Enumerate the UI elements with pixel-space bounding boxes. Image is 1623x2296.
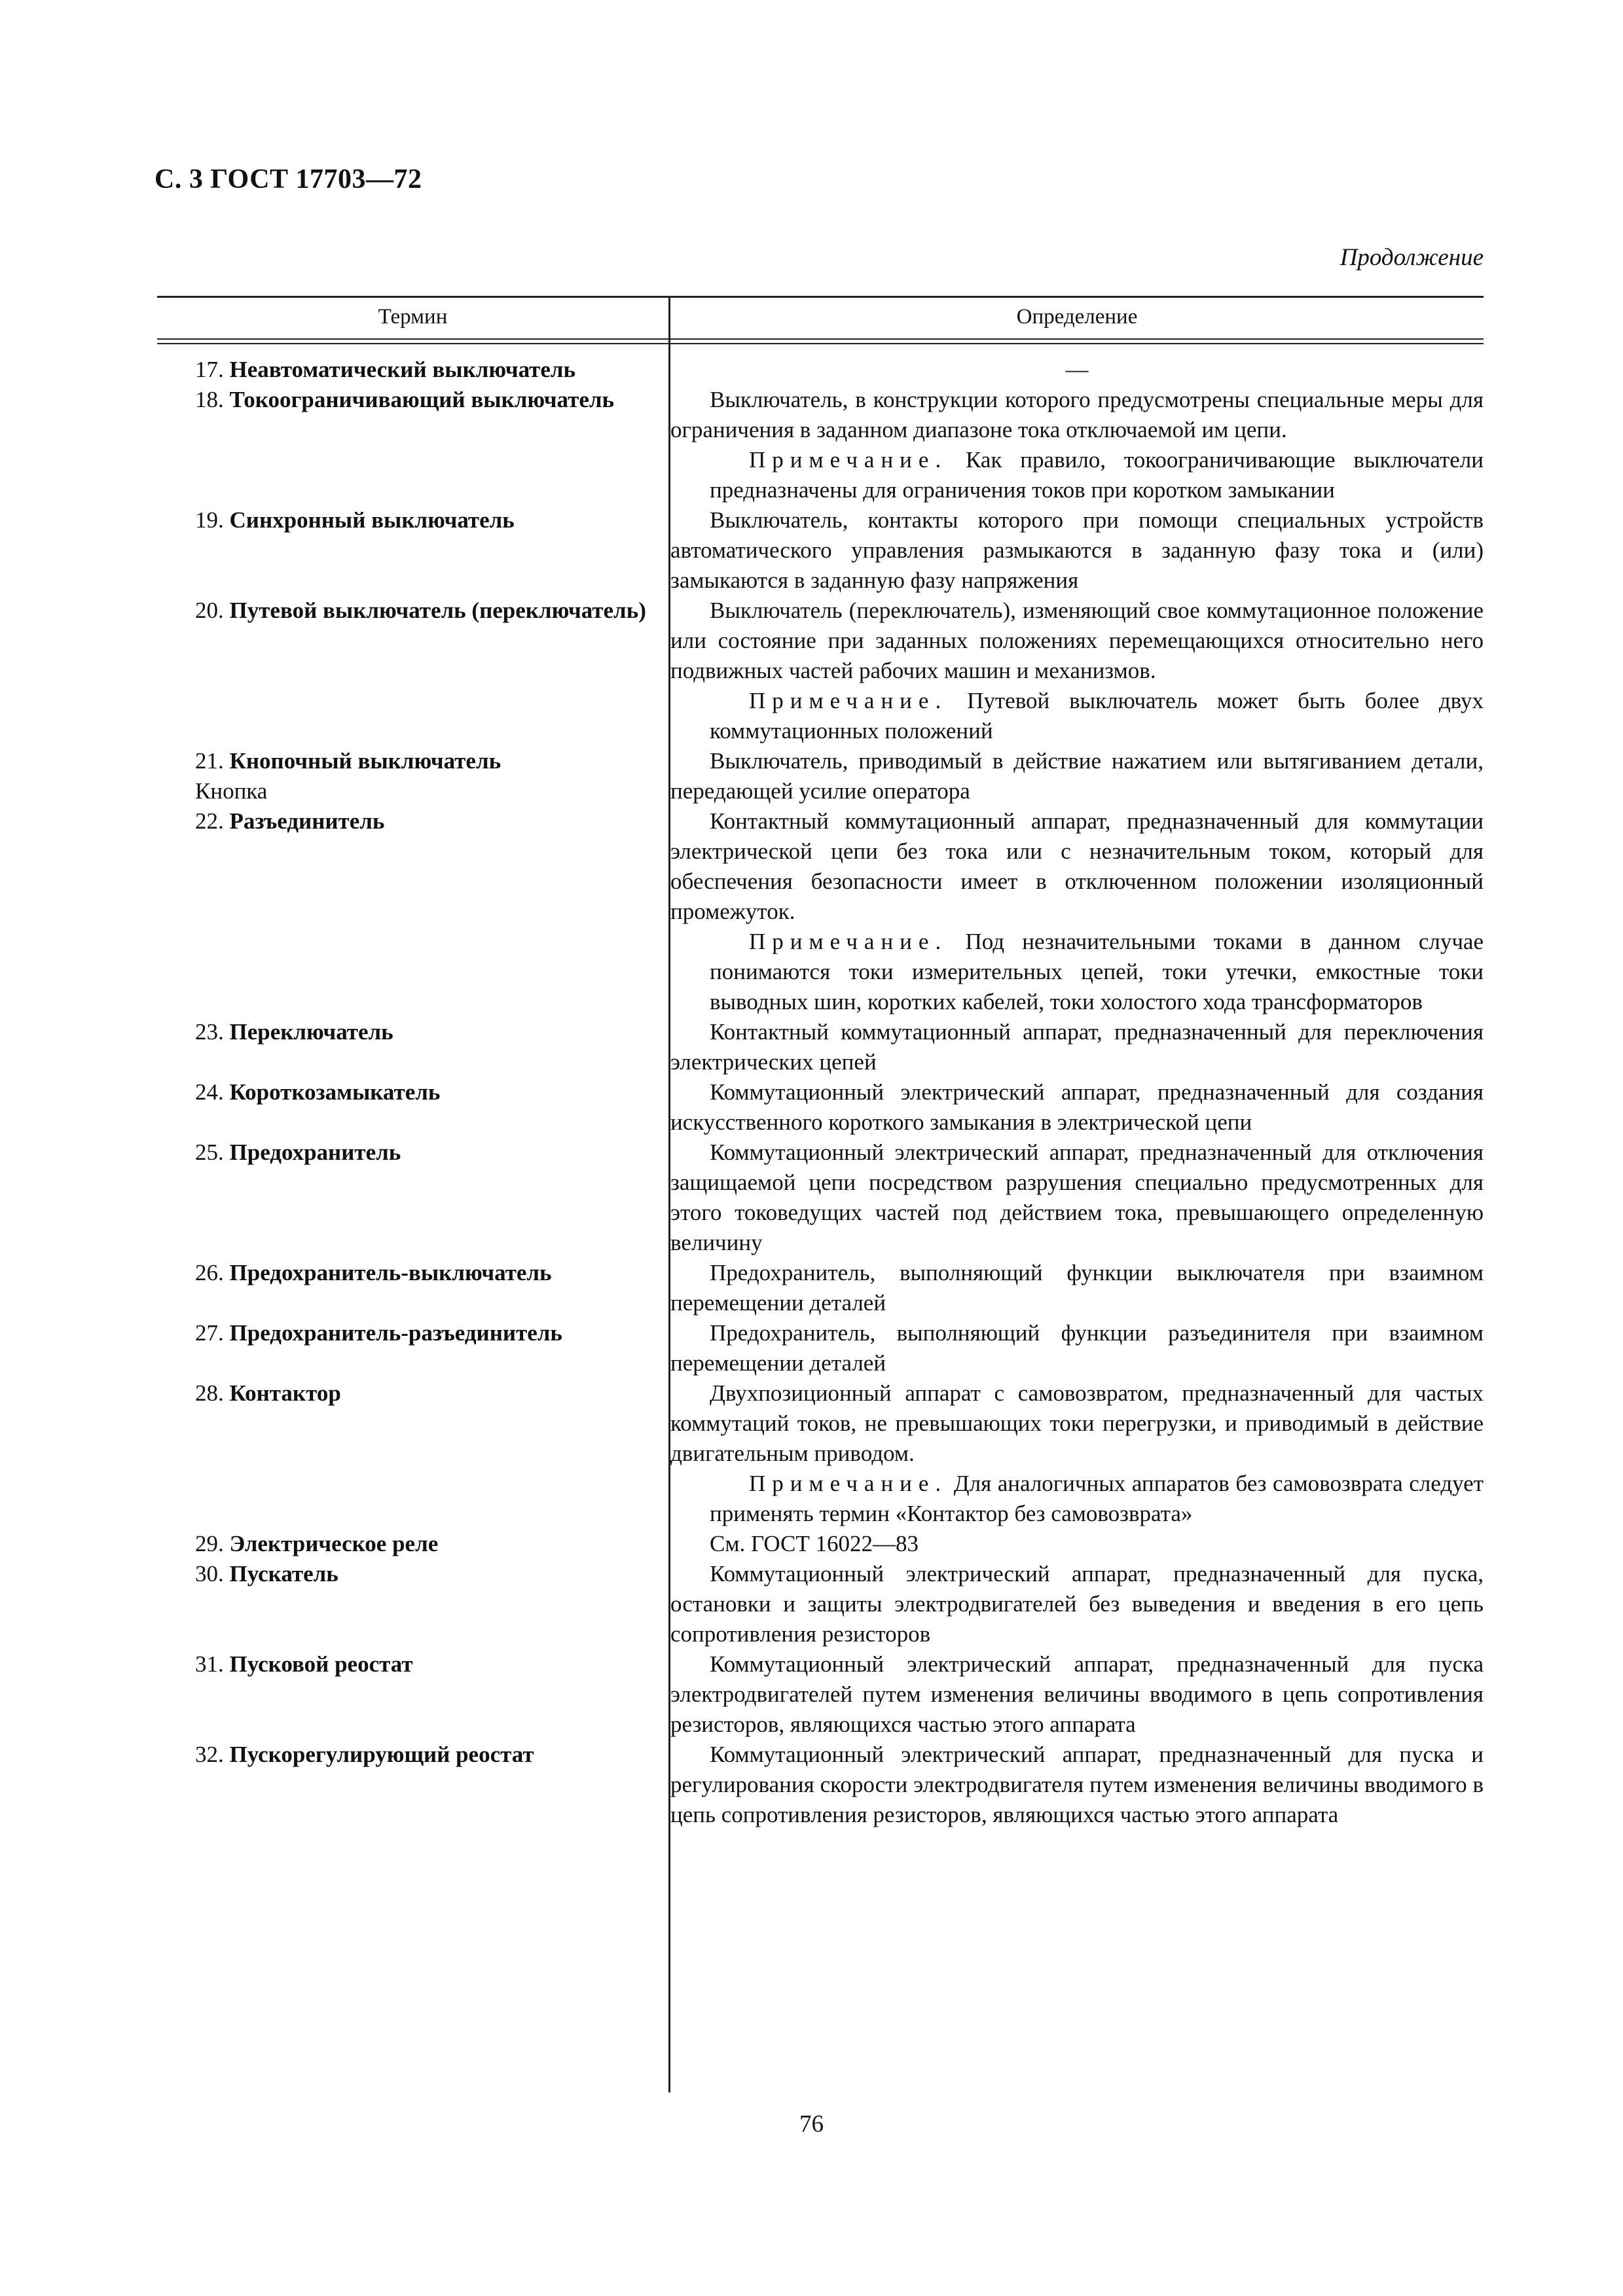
- definition-text: Выключатель (переключатель), изменяющий свое коммутационное положение или состояние при заданных положениях перемещающихся относительно него подвижных частей рабочих машин и механизмов.: [670, 598, 1484, 683]
- term-cell: [157, 355, 662, 385]
- table-row: [157, 1258, 1484, 1318]
- term-name: Переключатель: [229, 1019, 393, 1045]
- term-cell: [157, 1559, 662, 1649]
- definition-cell: [670, 1559, 1484, 1649]
- term-number: 23.: [195, 1019, 224, 1045]
- definition-cell: [670, 596, 1484, 746]
- header-rule-double: [157, 343, 1484, 344]
- term-number: 24.: [195, 1079, 224, 1105]
- page-number: 76: [799, 2111, 824, 2138]
- term-name: Разъединитель: [229, 808, 385, 834]
- definition-text: См. ГОСТ 16022—83: [710, 1531, 919, 1556]
- definition-cell: [670, 746, 1484, 806]
- term-cell: [157, 1378, 662, 1529]
- term-cell: [157, 1318, 662, 1378]
- note-label: Примечание.: [749, 688, 948, 713]
- table-row: [157, 806, 1484, 1017]
- table-row: [157, 596, 1484, 746]
- definition-cell: [670, 1529, 1484, 1559]
- table-body: [157, 355, 1484, 1830]
- column-header-term: Термин: [378, 305, 448, 329]
- term-name: Синхронный выключатель: [229, 507, 515, 533]
- table-top-rule: [157, 296, 1484, 298]
- term-number: 28.: [195, 1380, 224, 1406]
- term-name: Пускорегулирующий реостат: [229, 1742, 534, 1767]
- definition-text: Выключатель, контакты которого при помощи специальных устройств автоматического управления размыкаются в заданную фазу тока и (или) замыкаются в заданную фазу напряжения: [670, 507, 1484, 593]
- definition-cell: [670, 1378, 1484, 1529]
- definition-text: Предохранитель, выполняющий функции разъединителя при взаимном перемещении деталей: [670, 1320, 1484, 1376]
- term-number: 29.: [195, 1531, 224, 1556]
- table-row: [157, 1318, 1484, 1378]
- definition-note: [670, 927, 1484, 1017]
- definition-cell: [670, 1077, 1484, 1138]
- note-label: Примечание.: [749, 1471, 948, 1496]
- term-number: 31.: [195, 1651, 224, 1677]
- table-row: [157, 505, 1484, 596]
- term-cell: [157, 806, 662, 1017]
- definition-text: Выключатель, приводимый в действие нажатием или вытягиванием детали, передающей усилие оператора: [670, 748, 1484, 804]
- note-text: Под незначительными токами в данном случае понимаются токи измерительных цепей, токи утечки, емкостные токи выводных шин, коротких кабелей, токи холостого хода трансформаторов: [710, 929, 1484, 1014]
- term-cell: [157, 1649, 662, 1740]
- column-header-definition: Определение: [1016, 305, 1138, 329]
- term-cell: [157, 1077, 662, 1138]
- term-synonym: Кнопка: [195, 778, 268, 804]
- term-number: 26.: [195, 1260, 224, 1285]
- term-name: Путевой выключатель (переключатель): [229, 598, 646, 623]
- definition-text: Предохранитель, выполняющий функции выключателя при взаимном перемещении деталей: [670, 1260, 1484, 1316]
- term-number: 17.: [195, 357, 224, 382]
- term-number: 27.: [195, 1320, 224, 1346]
- term-name: Кнопочный выключатель: [229, 748, 501, 774]
- definition-cell: [670, 1740, 1484, 1830]
- definition-text: Двухпозиционный аппарат с самовозвратом, предназначенный для частых коммутаций токов, не превышающих токи перегрузки, и приводимый в действие двигательным приводом.: [670, 1380, 1484, 1466]
- table-row: [157, 385, 1484, 505]
- term-number: 21.: [195, 748, 224, 774]
- table-row: [157, 1077, 1484, 1138]
- term-name: Электрическое реле: [229, 1531, 439, 1556]
- table-row: [157, 1017, 1484, 1077]
- term-name: Неавтоматический выключатель: [229, 357, 576, 382]
- table-row: [157, 1649, 1484, 1740]
- term-cell: [157, 1258, 662, 1318]
- definition-text: Коммутационный электрический аппарат, предназначенный для пуска и регулирования скорости электродвигателя путем изменения величины вводимого в цепь сопротивления резисторов, являющихся частью этого аппарата: [670, 1742, 1484, 1827]
- continuation-label: Продолжение: [1340, 244, 1484, 271]
- definition-cell: [670, 806, 1484, 1017]
- note-text: Путевой выключатель может быть более двух коммутационных положений: [710, 688, 1484, 744]
- term-name: Предохранитель-выключатель: [229, 1260, 552, 1285]
- definition-cell: [670, 355, 1484, 385]
- definition-text: Контактный коммутационный аппарат, предназначенный для переключения электрических цепей: [670, 1019, 1484, 1075]
- definition-text: Выключатель, в конструкции которого предусмотрены специальные меры для ограничения в заданном диапазоне тока отключаемой им цепи.: [670, 387, 1484, 442]
- definition-cell: [670, 1318, 1484, 1378]
- term-number: 25.: [195, 1139, 224, 1165]
- note-label: Примечание.: [749, 929, 948, 954]
- term-name: Короткозамыкатель: [229, 1079, 441, 1105]
- table-row: [157, 1740, 1484, 1830]
- definition-cell: [670, 1138, 1484, 1258]
- definition-note: [670, 686, 1484, 746]
- term-name: Пускатель: [229, 1561, 338, 1587]
- definition-cell: [670, 385, 1484, 505]
- definition-text: —: [1065, 357, 1089, 382]
- term-name: Контактор: [229, 1380, 341, 1406]
- term-cell: [157, 385, 662, 505]
- term-cell: [157, 746, 662, 806]
- header-rule: [157, 338, 1484, 340]
- table-row: [157, 1378, 1484, 1529]
- term-name: Предохранитель: [229, 1139, 401, 1165]
- term-number: 20.: [195, 598, 224, 623]
- definition-cell: [670, 1258, 1484, 1318]
- table-row: [157, 1559, 1484, 1649]
- definition-cell: [670, 1649, 1484, 1740]
- term-number: 19.: [195, 507, 224, 533]
- term-name: Пусковой реостат: [229, 1651, 413, 1677]
- definition-cell: [670, 1017, 1484, 1077]
- definition-cell: [670, 505, 1484, 596]
- page-header-title: С. 3 ГОСТ 17703—72: [155, 164, 422, 194]
- term-number: 18.: [195, 387, 224, 412]
- term-number: 30.: [195, 1561, 224, 1587]
- table-row: [157, 1138, 1484, 1258]
- definition-text: Контактный коммутационный аппарат, предназначенный для коммутации электрической цепи без тока или с незначительным током, который для обеспечения безопасности имеет в отключенном положении изоляционный промежуток.: [670, 808, 1484, 924]
- note-text: Для аналогичных аппаратов без самовозврата следует применять термин «Контактор без самовозврата»: [710, 1471, 1484, 1526]
- table-row: [157, 746, 1484, 806]
- definition-note: [670, 1469, 1484, 1529]
- term-cell: [157, 1017, 662, 1077]
- definition-text: Коммутационный электрический аппарат, предназначенный для отключения защищаемой цепи посредством разрушения специально предусмотренных для этого токоведущих частей под действием тока, превышающего определенную величину: [670, 1139, 1484, 1255]
- definition-note: [670, 445, 1484, 505]
- term-name: Токоограничивающий выключатель: [229, 387, 614, 412]
- note-text: Как правило, токоограничивающие выключатели предназначены для ограничения токов при коротком замыкании: [710, 447, 1484, 503]
- term-cell: [157, 505, 662, 596]
- table-row: [157, 355, 1484, 385]
- definition-text: Коммутационный электрический аппарат, предназначенный для пуска, остановки и защиты электродвигателей без выведения и введения в его цепь сопротивления резисторов: [670, 1561, 1484, 1647]
- definition-text: Коммутационный электрический аппарат, предназначенный для создания искусственного короткого замыкания в электрической цепи: [670, 1079, 1484, 1135]
- term-cell: [157, 596, 662, 746]
- term-number: 32.: [195, 1742, 224, 1767]
- term-cell: [157, 1740, 662, 1830]
- term-number: 22.: [195, 808, 224, 834]
- term-cell: [157, 1529, 662, 1559]
- term-cell: [157, 1138, 662, 1258]
- definition-text: Коммутационный электрический аппарат, предназначенный для пуска электродвигателей путем изменения величины вводимого в цепь сопротивления резисторов, являющихся частью этого аппарата: [670, 1651, 1484, 1737]
- table-row: [157, 1529, 1484, 1559]
- term-name: Предохранитель-разъединитель: [229, 1320, 562, 1346]
- note-label: Примечание.: [749, 447, 948, 473]
